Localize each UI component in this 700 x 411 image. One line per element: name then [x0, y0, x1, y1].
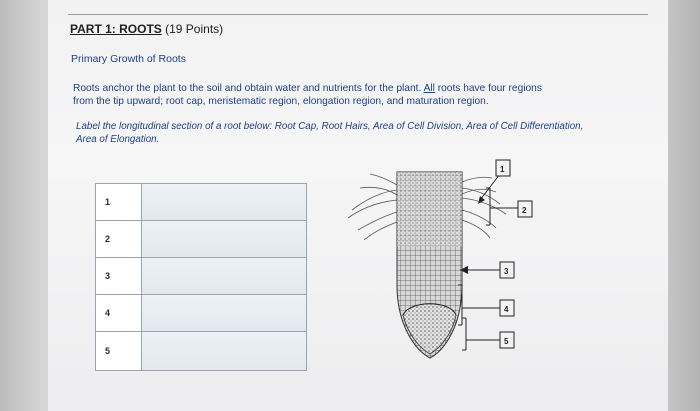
root-body	[397, 172, 462, 358]
label-5-text: 5	[504, 337, 509, 346]
diagram-label-4	[500, 300, 514, 316]
table-row	[96, 221, 306, 258]
table-row	[96, 295, 306, 332]
label-4-text: 4	[504, 305, 509, 314]
row-number: 3	[96, 258, 142, 294]
section-subtitle: Primary Growth of Roots	[71, 53, 186, 65]
points-label: (19 Points)	[165, 22, 224, 36]
root-diagram	[300, 150, 590, 365]
answer-cell-4[interactable]	[142, 295, 306, 331]
label-3-text: 3	[504, 267, 509, 276]
arrowheads	[460, 196, 485, 274]
row-number: 1	[96, 184, 142, 220]
intro-text-b: roots have four regions	[434, 83, 542, 94]
answer-cell-1[interactable]	[142, 184, 306, 220]
row-number: 4	[96, 295, 142, 331]
divider-line	[68, 14, 648, 15]
diagram-label-5	[500, 332, 514, 348]
label-2-text: 2	[522, 206, 527, 215]
label-1-text: 1	[500, 165, 505, 174]
intro-emphasis: All	[423, 83, 435, 94]
part-label: PART 1: ROOTS	[70, 22, 162, 36]
row-number: 2	[96, 221, 142, 257]
diagram-label-3	[500, 262, 514, 278]
diagram-label-2	[518, 201, 532, 217]
row-number: 5	[96, 332, 142, 370]
intro-paragraph	[73, 82, 613, 108]
instructions-text: Label the longitudinal section of a root below: Root Cap, Root Hairs, Area of Cell Division, Area of Cell Differentiation, Area of Elongation.	[76, 121, 584, 145]
intro-text-line2: from the tip upward; root cap, meristematic region, elongation region, and maturation region.	[73, 96, 489, 107]
table-row	[96, 258, 306, 295]
table-row	[96, 332, 306, 370]
answer-table	[95, 183, 307, 371]
intro-text-a: Roots anchor the plant to the soil and obtain water and nutrients for the plant.	[73, 83, 424, 94]
diagram-label-1	[496, 160, 510, 176]
answer-cell-2[interactable]	[142, 221, 306, 257]
answer-cell-5[interactable]	[142, 332, 306, 370]
table-row	[96, 184, 306, 221]
part-title	[70, 22, 223, 36]
answer-cell-3[interactable]	[142, 258, 306, 294]
